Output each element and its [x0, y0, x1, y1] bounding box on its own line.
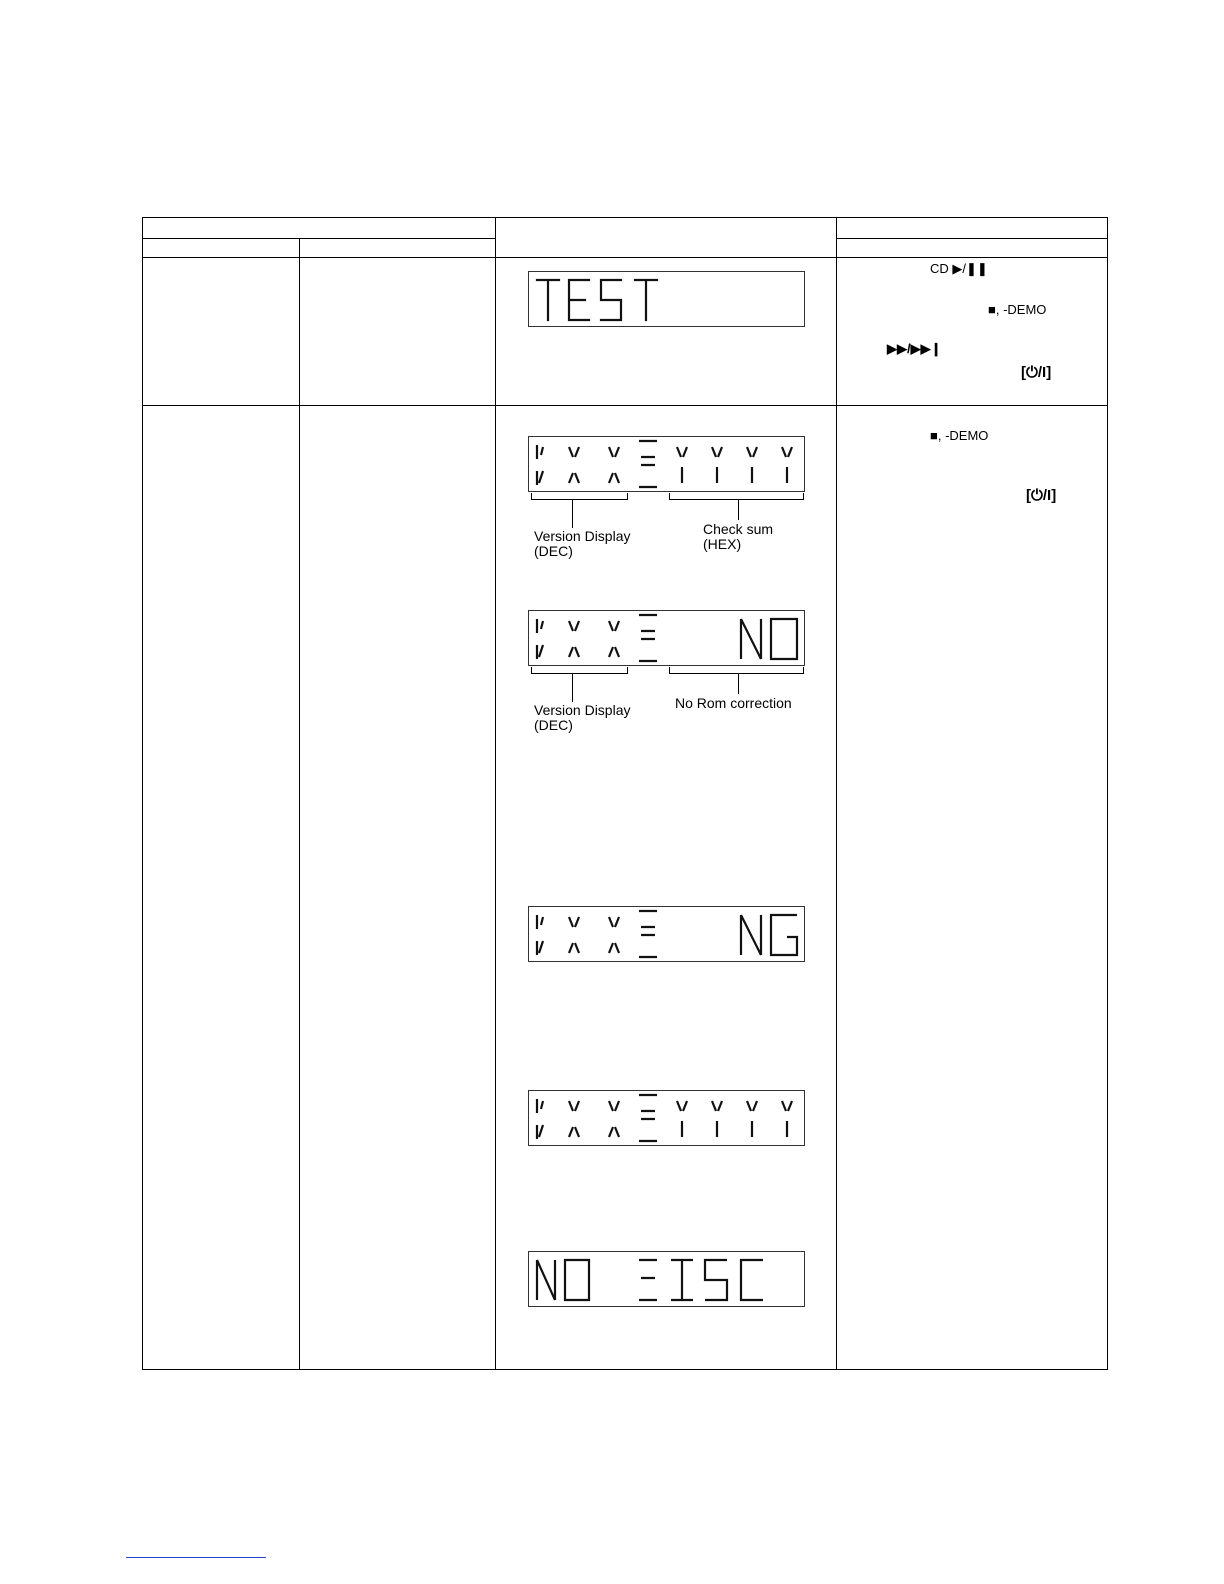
footer-link-underline[interactable] — [126, 1557, 266, 1558]
lcd-version-no-segments — [529, 611, 806, 667]
skip-forward-button-label: ▶▶/▶▶❙ — [887, 341, 942, 356]
version-pointer — [572, 500, 573, 528]
stop-demo-button-label-2: ■, -DEMO — [930, 428, 989, 443]
version-pointer-2 — [572, 674, 573, 702]
checksum-caption: Check sum (HEX) — [703, 521, 774, 552]
col-divider-2 — [495, 217, 496, 1370]
version-display-caption-2: Version Display (DEC) — [534, 702, 631, 733]
col-divider-1 — [299, 238, 300, 1370]
no-rom-correction-caption: No Rom correction — [675, 695, 792, 711]
header-subrow-line-left — [142, 238, 495, 239]
lcd-version-checksum-2-segments — [529, 1091, 806, 1147]
col-divider-3 — [836, 217, 837, 1370]
table-border-bottom — [142, 1369, 1108, 1370]
version-bracket — [531, 493, 628, 500]
header-bottom-line — [142, 257, 1108, 258]
table-border-top — [142, 217, 1108, 218]
lcd-test-segments — [529, 272, 806, 328]
checksum-bracket — [669, 493, 804, 500]
table-border-right — [1107, 217, 1108, 1370]
power-button-label-2: [⏻/I] — [1026, 487, 1057, 504]
lcd-display-version-checksum — [528, 436, 805, 492]
header-subrow-line-right — [836, 238, 1108, 239]
no-rom-pointer — [738, 674, 739, 694]
lcd-display-version-no — [528, 610, 805, 666]
power-button-label: [⏻/I] — [1021, 364, 1052, 381]
checksum-pointer — [738, 500, 739, 520]
lcd-version-ng-segments — [529, 907, 806, 963]
stop-demo-button-label: ■, -DEMO — [988, 302, 1047, 317]
play-pause-button-label: CD ▶/❚❚ — [930, 261, 988, 276]
lcd-display-test — [528, 271, 805, 327]
lcd-display-version-checksum-2 — [528, 1090, 805, 1146]
no-rom-bracket — [669, 667, 804, 674]
lcd-display-version-ng — [528, 906, 805, 962]
lcd-display-no-disc — [528, 1251, 805, 1307]
version-display-caption: Version Display (DEC) — [534, 528, 631, 559]
row-divider — [142, 405, 1108, 406]
lcd-no-disc-segments — [529, 1252, 806, 1308]
table-border-left — [142, 217, 143, 1370]
version-bracket-2 — [531, 667, 628, 674]
lcd-version-checksum-segments — [529, 437, 806, 493]
